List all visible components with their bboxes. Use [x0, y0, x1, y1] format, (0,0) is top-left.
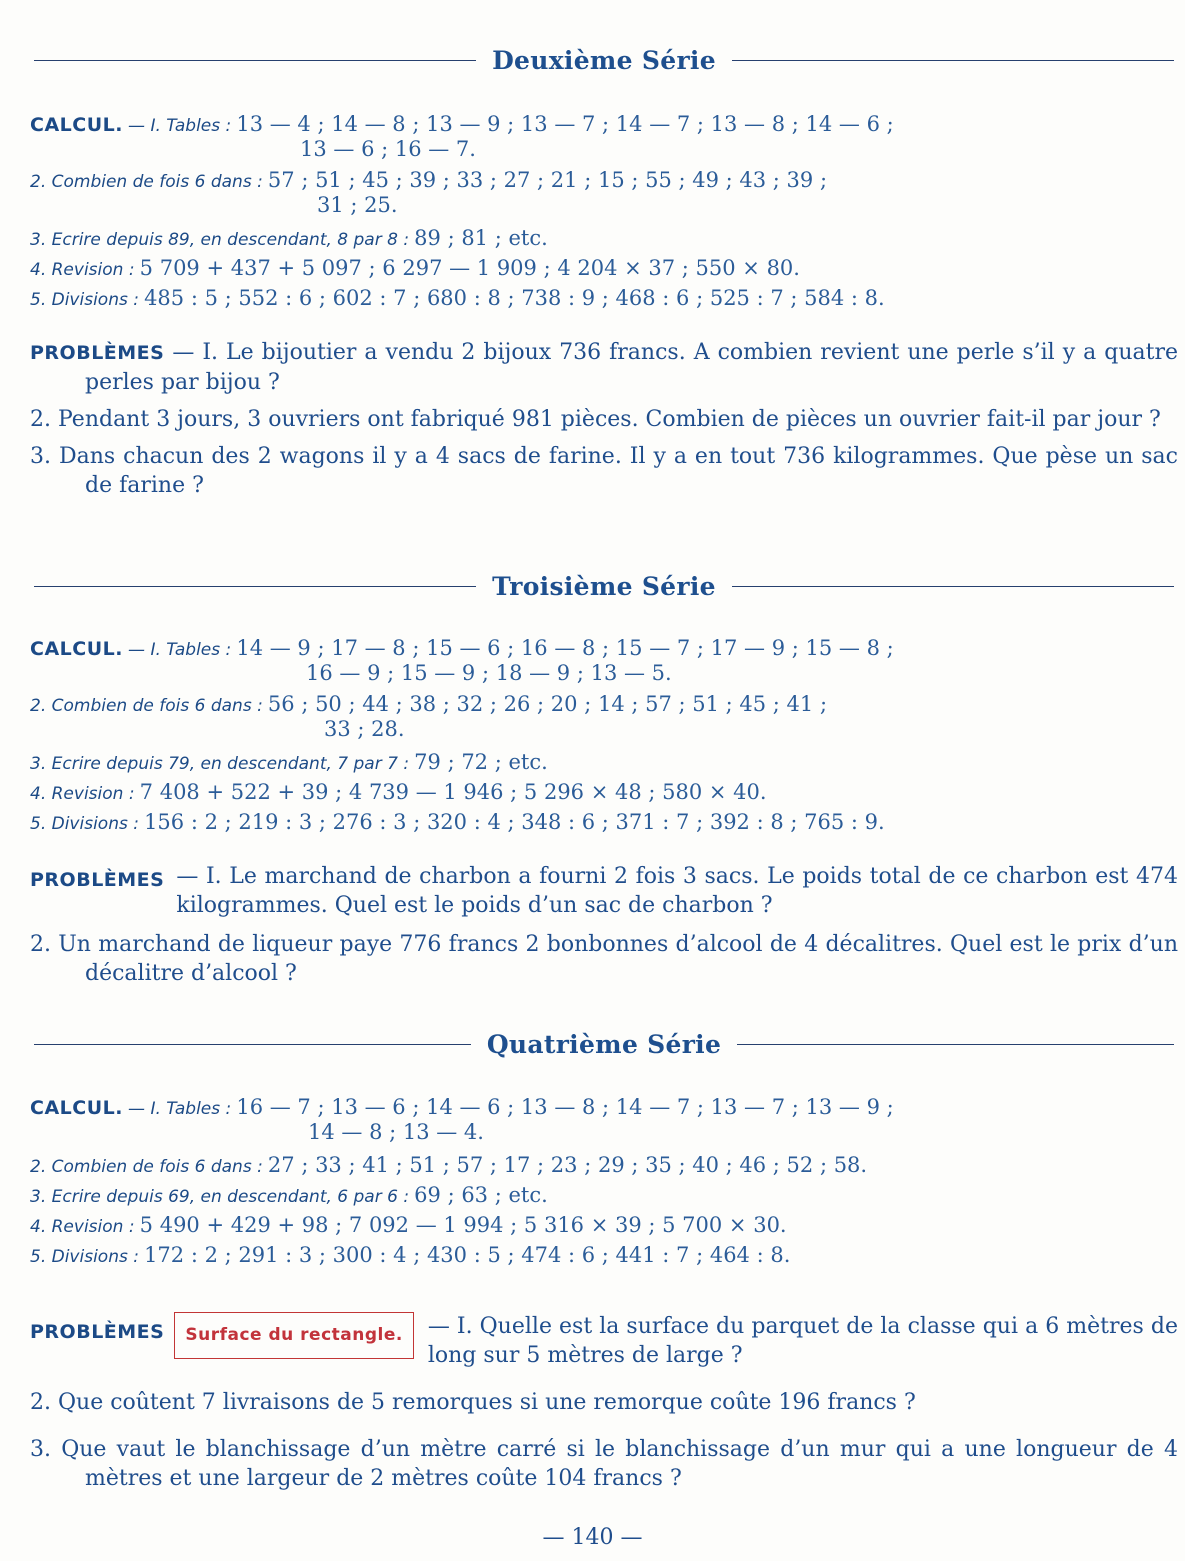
series-title: Deuxième Série: [492, 45, 716, 75]
calcul-heading: CALCUL.: [30, 1097, 123, 1119]
item-values: 16 — 7 ; 13 — 6 ; 14 — 6 ; 13 — 8 ; 14 — 7 ; 13 — 7 ; 13 — 9 ;: [236, 1095, 894, 1119]
item-values: 7 408 + 522 + 39 ; 4 739 — 1 946 ; 5 296 × 48 ; 580 × 40.: [139, 780, 767, 804]
calcul-section: [30, 112, 1180, 314]
item-label: 2. Combien de fois 6 dans :: [30, 1157, 263, 1177]
problemes-section: [30, 862, 1178, 988]
problem-1: [30, 862, 1178, 920]
item-values: 89 ; 81 ; etc.: [414, 226, 548, 250]
problem-2: [30, 930, 1178, 988]
topic-box: Surface du rectangle.: [174, 1312, 414, 1359]
item-values-continued: 14 — 8 ; 13 — 4.: [308, 1120, 484, 1144]
item-values: 5 490 + 429 + 98 ; 7 092 — 1 994 ; 5 316 × 39 ; 5 700 × 30.: [139, 1213, 787, 1237]
item-values: 485 : 5 ; 552 : 6 ; 602 : 7 ; 680 : 8 ; 738 : 9 ; 468 : 6 ; 525 : 7 ; 584 : 8.: [144, 286, 885, 310]
item-values: 57 ; 51 ; 45 ; 39 ; 33 ; 27 ; 21 ; 15 ; 55 ; 49 ; 43 ; 39 ;: [267, 168, 828, 192]
problem-text: 3. Dans chacun des 2 wagons il y a 4 sacs de farine. Il y a en tout 736 kilogrammes. Que pèse un sac de farine ?: [30, 444, 1178, 498]
item-values: 27 ; 33 ; 41 ; 51 ; 57 ; 17 ; 23 ; 29 ; 35 ; 40 ; 46 ; 52 ; 58.: [267, 1153, 868, 1177]
item-label: 5. Divisions :: [30, 290, 139, 310]
series-header-troisieme: [34, 566, 1174, 606]
problem-text: 2. Que coûtent 7 livraisons de 5 remorques si une remorque coûte 196 francs ?: [30, 1390, 916, 1415]
problem-3: [30, 442, 1178, 500]
problem-text: — I. Le marchand de charbon a fourni 2 fois 3 sacs. Le poids total de ce charbon est 474 kilogrammes. Quel est le poids d’un sac de charbon ?: [176, 864, 1178, 918]
problemes-heading: PROBLÈMES: [30, 1321, 165, 1343]
calc-item-combien: [30, 692, 1180, 748]
calc-item-ecrire: [30, 1181, 1180, 1211]
item-label: 5. Divisions :: [30, 814, 139, 834]
item-label: 4. Revision :: [30, 1217, 135, 1237]
calc-item-divisions: [30, 808, 1180, 838]
calc-item-ecrire: [30, 224, 1180, 254]
item-label: 2. Combien de fois 6 dans :: [30, 172, 263, 192]
item-label: 4. Revision :: [30, 784, 135, 804]
calc-item-revision: [30, 1211, 1180, 1241]
item-values: 156 : 2 ; 219 : 3 ; 276 : 3 ; 320 : 4 ; 348 : 6 ; 371 : 7 ; 392 : 8 ; 765 : 9.: [144, 810, 885, 834]
series-header-quatrieme: [34, 1024, 1174, 1064]
problemes-section: [30, 338, 1178, 500]
calcul-heading: CALCUL.: [30, 638, 123, 660]
problemes-section: [30, 1312, 1178, 1493]
series-header-deuxieme: [34, 40, 1174, 80]
header-rule-left: [34, 1044, 471, 1045]
item-values-continued: 33 ; 28.: [324, 717, 405, 741]
calc-item-revision: [30, 778, 1180, 808]
problem-1: [30, 1312, 1178, 1370]
calc-item-combien: [30, 168, 1180, 224]
series-title: Quatrième Série: [486, 1029, 722, 1059]
calcul-section: [30, 636, 1180, 838]
problem-text: 3. Que vaut le blanchissage d’un mètre carré si le blanchissage d’un mur qui a une longueur de 4 mètres et une largeur de 2 mètres coûte 104 francs ?: [30, 1437, 1178, 1491]
problem-3: [30, 1435, 1178, 1493]
problemes-heading: PROBLÈMES: [30, 869, 165, 891]
header-rule-left: [34, 60, 476, 61]
item-values-continued: 31 ; 25.: [317, 193, 398, 217]
calc-item-divisions: [30, 284, 1180, 314]
calc-item-tables: [30, 636, 1180, 692]
calcul-section: [30, 1095, 1180, 1271]
problem-1: [30, 338, 1178, 397]
calcul-heading: CALCUL.: [30, 114, 123, 136]
problem-2: [30, 1388, 1178, 1417]
item-values: 172 : 2 ; 291 : 3 ; 300 : 4 ; 430 : 5 ; 474 : 6 ; 441 : 7 ; 464 : 8.: [144, 1243, 791, 1267]
item-values: 14 — 9 ; 17 — 8 ; 15 — 6 ; 16 — 8 ; 15 — 7 ; 17 — 9 ; 15 — 8 ;: [236, 636, 894, 660]
item-label: — I. Tables :: [128, 1099, 232, 1119]
calc-item-revision: [30, 254, 1180, 284]
header-rule-right: [732, 60, 1174, 61]
item-label: 3. Ecrire depuis 89, en descendant, 8 par 8 :: [30, 230, 410, 250]
item-label: — I. Tables :: [128, 116, 232, 136]
item-values-continued: 16 — 9 ; 15 — 9 ; 18 — 9 ; 13 — 5.: [306, 661, 672, 685]
calc-item-tables: [30, 112, 1180, 168]
item-values: 13 — 4 ; 14 — 8 ; 13 — 9 ; 13 — 7 ; 14 — 7 ; 13 — 8 ; 14 — 6 ;: [236, 112, 894, 136]
problem-text: 2. Un marchand de liqueur paye 776 francs 2 bonbonnes d’alcool de 4 décalitres. Quel est le prix d’un décalitre d’alcool ?: [30, 932, 1178, 986]
series-title: Troisième Série: [492, 571, 716, 601]
item-values-continued: 13 — 6 ; 16 — 7.: [300, 137, 476, 161]
problem-text: — I. Quelle est la surface du parquet de la classe qui a 6 mètres de long sur 5 mètres de large ?: [427, 1314, 1178, 1368]
calc-item-ecrire: [30, 748, 1180, 778]
item-values: 69 ; 63 ; etc.: [414, 1183, 548, 1207]
problemes-heading: PROBLÈMES: [30, 342, 165, 364]
item-label: 3. Ecrire depuis 69, en descendant, 6 par 6 :: [30, 1187, 410, 1207]
calc-item-tables: [30, 1095, 1180, 1151]
calc-item-divisions: [30, 1241, 1180, 1271]
item-label: 3. Ecrire depuis 79, en descendant, 7 par 7 :: [30, 754, 410, 774]
problem-2: [30, 405, 1178, 434]
item-label: 5. Divisions :: [30, 1247, 139, 1267]
item-values: 79 ; 72 ; etc.: [414, 750, 548, 774]
item-label: — I. Tables :: [128, 640, 232, 660]
item-label: 4. Revision :: [30, 260, 135, 280]
header-rule-right: [732, 586, 1174, 587]
item-values: 56 ; 50 ; 44 ; 38 ; 32 ; 26 ; 20 ; 14 ; 57 ; 51 ; 45 ; 41 ;: [267, 692, 828, 716]
page-number: — 140 —: [542, 1525, 643, 1550]
problem-text: — I. Le bijoutier a vendu 2 bijoux 736 francs. A combien revient une perle s’il y a quatre perles par bijou ?: [85, 340, 1178, 395]
item-values: 5 709 + 437 + 5 097 ; 6 297 — 1 909 ; 4 204 × 37 ; 550 × 80.: [139, 256, 800, 280]
problem-text: 2. Pendant 3 jours, 3 ouvriers ont fabriqué 981 pièces. Combien de pièces un ouvrier fait-il par jour ?: [30, 407, 1161, 432]
header-rule-left: [34, 586, 476, 587]
header-rule-right: [737, 1044, 1174, 1045]
item-label: 2. Combien de fois 6 dans :: [30, 696, 263, 716]
calc-item-combien: [30, 1151, 1180, 1181]
